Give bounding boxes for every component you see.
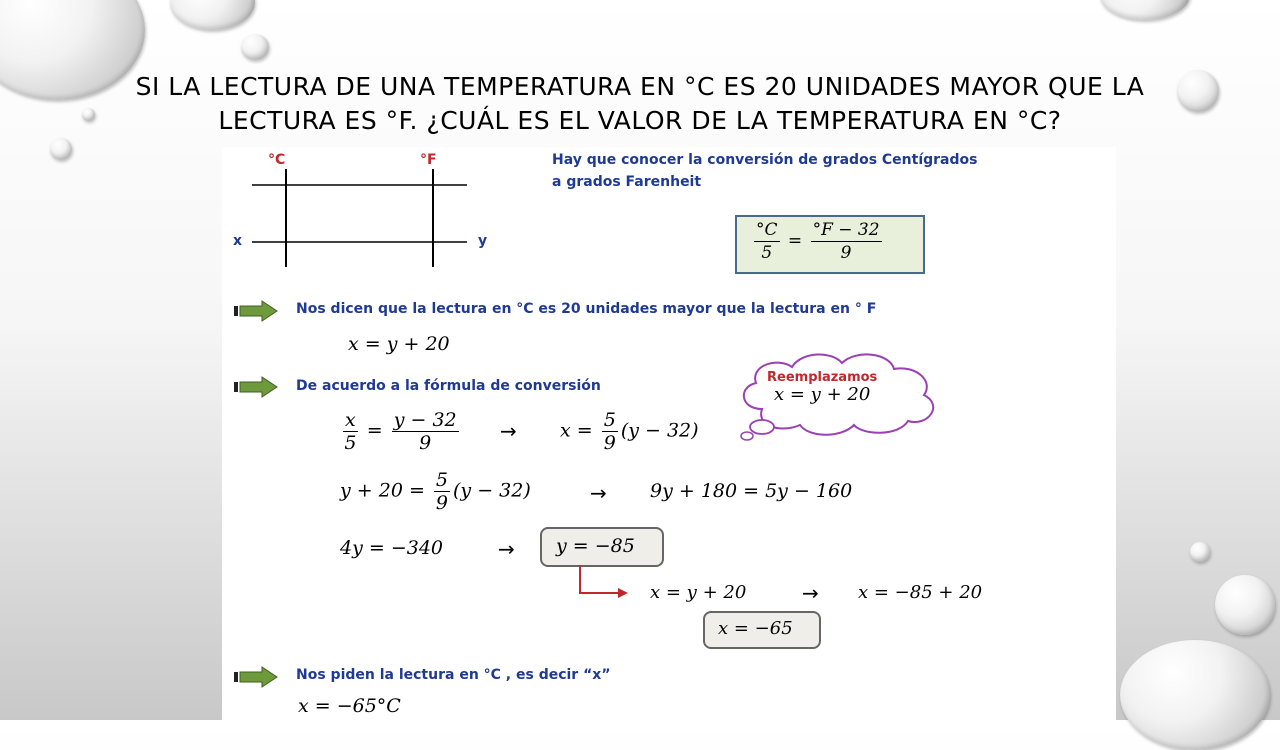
water-drop-decoration (1100, 0, 1190, 20)
y-label: y (478, 233, 488, 249)
fahrenheit-label: °F (420, 152, 437, 168)
formula-f-den: 9 (840, 243, 852, 263)
x-label: x (233, 233, 243, 249)
solution-image (222, 147, 1116, 720)
green-arrow-bullet-icon (234, 666, 278, 688)
cloud-title: Reemplazamos (767, 370, 878, 385)
equation-4-left: x = y + 20 (650, 582, 747, 603)
equation-4-result: x = −65 (718, 618, 793, 639)
eq1-left-den: 5 (344, 432, 357, 454)
eq1-right-num: y − 32 (393, 409, 457, 431)
eq2-left: y + 20 = (340, 479, 425, 502)
eq1-result-post: (y − 32) (620, 419, 699, 442)
water-drop-decoration (82, 108, 95, 121)
formula-c-den: 5 (761, 243, 773, 263)
equation-1-result (560, 409, 699, 454)
implies-arrow: → (500, 419, 517, 443)
formula-c-num: °C (756, 220, 778, 240)
eq1-result-den: 9 (603, 432, 616, 454)
formula-f-num: °F − 32 (812, 220, 880, 240)
equation-2-result: 9y + 180 = 5y − 160 (650, 480, 853, 502)
intro-line-2: a grados Farenheit (552, 174, 702, 190)
water-drop-decoration (1120, 640, 1270, 750)
eq1-left-num: x (345, 409, 356, 431)
intro-line-1: Hay que conocer la conversión de grados Centígrados (552, 152, 978, 168)
page-title: SI LA LECTURA DE UNA TEMPERATURA EN °C ES 20 UNIDADES MAYOR QUE LA LECTURA ES °F. ¿CUÁL ES EL VALOR DE LA TEMPERATURA EN °C? (135, 72, 1145, 135)
implies-arrow: → (498, 537, 515, 561)
red-l-arrow (572, 565, 632, 603)
water-drop-decoration (1190, 542, 1210, 562)
water-drop-decoration (170, 0, 255, 30)
water-drop-decoration (1177, 70, 1219, 112)
water-drop-decoration (1215, 575, 1275, 635)
eq1-result-num: 5 (603, 409, 616, 431)
step2-text: De acuerdo a la fórmula de conversión (296, 378, 601, 394)
equation-2-left (340, 469, 531, 514)
equation-4-right: x = −85 + 20 (858, 582, 983, 603)
implies-arrow: → (802, 581, 819, 605)
cloud-equation: x = y + 20 (774, 384, 871, 405)
eq2-num: 5 (435, 469, 449, 491)
conversion-formula: $\frac{^\circ C}{5}$ = $\frac{^\circ F - 32}{9}$ (756, 220, 880, 263)
water-drop-decoration (50, 138, 72, 160)
eq1-right-den: 9 (419, 432, 432, 454)
eq2-post: (y − 32) (453, 479, 531, 502)
eq2-den: 9 (435, 492, 449, 514)
equation-3-left: 4y = −340 (340, 537, 444, 559)
conversion-formula-box (735, 215, 925, 274)
water-drop-decoration (241, 34, 269, 60)
equation-1-left: $\frac{x}{5}$ = $\frac{y - 32}{9}$ (344, 409, 457, 454)
final-answer: x = −65°C (298, 695, 401, 717)
celsius-label: °C (268, 152, 286, 168)
step1-text: Nos dicen que la lectura en °C es 20 unidades mayor que la lectura en ° F (296, 301, 877, 317)
step3-text: Nos piden la lectura en °C , es decir “x” (296, 667, 611, 683)
green-arrow-bullet-icon (234, 300, 278, 322)
step1-equation: x = y + 20 (348, 333, 450, 355)
eq1-result-pre: x = (560, 419, 593, 442)
green-arrow-bullet-icon (234, 376, 278, 398)
equation-3-result: y = −85 (556, 535, 635, 557)
implies-arrow: → (590, 481, 607, 505)
